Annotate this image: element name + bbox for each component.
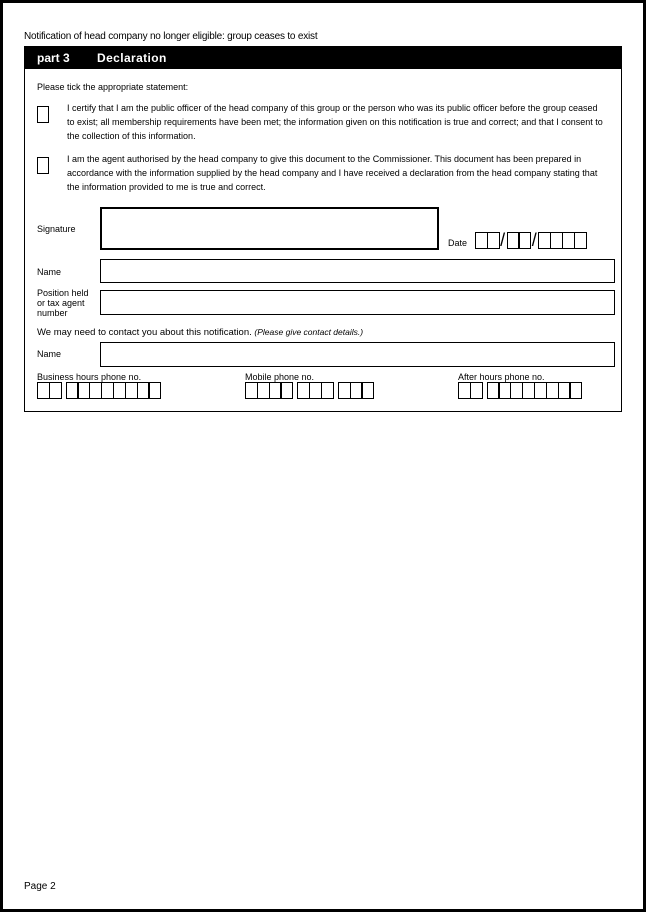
- name-label: Name: [37, 267, 62, 277]
- part-header: [25, 47, 621, 69]
- part-3-section: [24, 46, 622, 412]
- part-title: Declaration: [97, 51, 167, 65]
- after-hours-phone-label: After hours phone no.: [458, 372, 545, 382]
- contact-text: [37, 327, 363, 338]
- after-hours-phone-field[interactable]: [458, 382, 581, 399]
- contact-name-label: Name: [37, 349, 62, 359]
- page-number: Page 2: [24, 881, 56, 892]
- date-label: Date: [448, 238, 468, 248]
- form-title: Notification of head company no longer eligible: group ceases to exist: [24, 31, 318, 42]
- statement-2-text: I am the agent authorised by the head company to give this document to the Commissioner. This document has been prepared in accordance with the information supplied by the head company and I have received a declaration from the head company stating that the information provided to me is true and correct.: [67, 154, 598, 192]
- contact-note: (Please give contact details.): [254, 327, 364, 337]
- name-field[interactable]: [100, 259, 615, 283]
- mobile-phone-label: Mobile phone no.: [245, 372, 315, 382]
- part-number: part 3: [37, 51, 70, 65]
- mobile-phone-field[interactable]: [245, 382, 373, 399]
- date-field[interactable]: / /: [475, 232, 586, 249]
- position-label: Position held or tax agent number: [37, 288, 89, 318]
- signature-label: Signature: [37, 224, 76, 234]
- statement-1-checkbox[interactable]: [37, 106, 49, 123]
- business-phone-label: Business hours phone no.: [37, 372, 142, 382]
- instruction-text: Please tick the appropriate statement:: [37, 82, 189, 92]
- contact-sentence: We may need to contact you about this notification.: [37, 327, 252, 338]
- statement-2-checkbox[interactable]: [37, 157, 49, 174]
- position-field[interactable]: [100, 290, 615, 315]
- statement-1-text: I certify that I am the public officer of the head company of this group or the person who was its public officer before the group ceased to exist; all membership requirements have been met; the information given on this notification is true and correct; and that I consent to the collection of this information.: [67, 103, 603, 141]
- business-phone-field[interactable]: [37, 382, 160, 399]
- signature-field[interactable]: [100, 207, 439, 250]
- contact-name-field[interactable]: [100, 342, 615, 367]
